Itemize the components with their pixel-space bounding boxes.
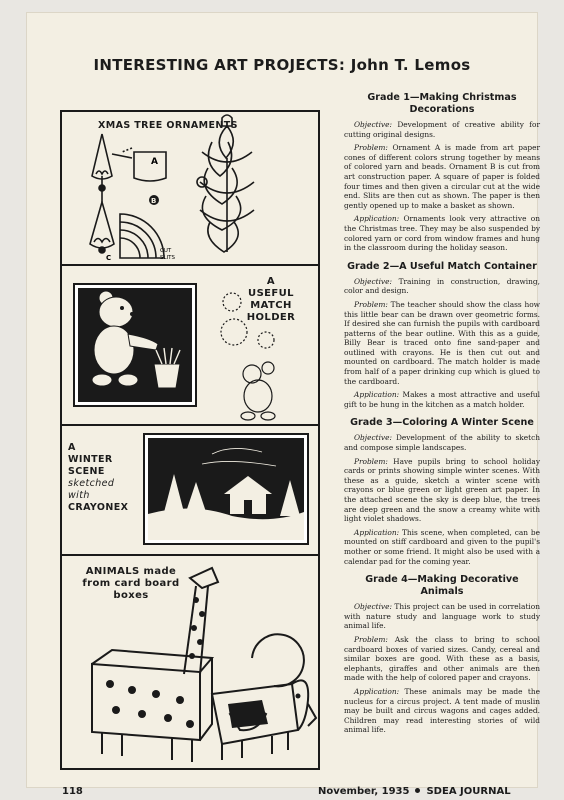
label-a: A [151,157,158,167]
section-grade-3 [344,417,540,566]
section-grade-2 [344,261,540,410]
section-heading: Grade 1—Making Christmas Decorations [367,92,517,115]
panel-xmas-ornaments [62,112,318,266]
article-text-column [344,92,540,743]
paragraph-problem: Problem: Ornament A is made from art paper cones of different colors strung together by means of colored yarn and beads. Ornament B is cut from art construction paper. A square of paper is folded four times and then given a circular cut at the wide end. Slits are then cut as shown. The paper is then gently opened up to make a basket as shown. [344,143,540,210]
paragraph-objective: Objective: Development of the ability to sketch and compose simple landscapes. [344,433,540,453]
svg-text:B: B [151,197,157,205]
page-title: INTERESTING ART PROJECTS: John T. Lemos [93,56,471,74]
paragraph-problem: Problem: Ask the class to bring to school cardboard boxes of varied sizes. Candy, cereal and similar boxes are good. With these as a basis, elephants, giraffes and other animals are then made with the help of colored paper and crayons. [344,634,540,683]
panel-title-xmas: XMAS TREE ORNAMENTS [98,120,238,131]
illustration-column [60,110,320,770]
paragraph-application: Application: This scene, when completed, can be mounted on stiff cardboard and given to the pupil's mother or some friend. It might also be used with a calendar pad for the coming year. [344,527,540,566]
paragraph-application: Application: These animals may be made the nucleus for a circus project. A tent made of muslin may be built and circus wagons and cages added. Children may read interesting stories of wild animal life. [344,686,540,735]
section-grade-4 [344,574,540,735]
section-heading: Grade 4—Making Decorative Animals [365,574,519,598]
panel-winter-scene [62,424,318,556]
ornaments-drawing [62,112,318,264]
svg-text:C: C [106,254,112,262]
paragraph-problem: Problem: The teacher should show the class how this little bear can be drawn over geometric forms. If desired she can furnish the pupils with cardboard patterns of the bear outline. With this as a guide, Billy Bear is traced onto fine sand-paper and outlined with crayons. He is then cut out and mounted on cardboard. The match holder is made from half of a paper drinking cup which is glued to the cardboard. [344,299,540,386]
section-heading: Grade 2—A Useful Match Container [347,260,537,272]
paragraph-application: Application: Ornaments look very attractive on the Christmas tree. They may be also suspended by colored yarn or cord from window frames and hung in the classroom during the holiday season. [344,214,540,253]
paragraph-problem: Problem: Have pupils bring to school holiday cards or prints showing simple winter scenes. With these as a guide, sketch a winter scene with crayons or blue green or light green art paper. In the attached scene the sky is deep blue, the trees are deep green and the snow a creamy white with light violet shadows. [344,456,540,524]
page-number: 118 [62,786,83,797]
section-grade-1 [344,92,540,253]
bullet-dot [415,788,420,793]
section-heading: Grade 3—Coloring A Winter Scene [350,417,534,429]
paragraph-objective: Objective: Development of creative ability for cutting original designs. [344,120,540,139]
panel-match-holder [62,264,318,426]
animals-caption: ANIMALS made from card board boxes [82,566,180,601]
svg-text:CUT: CUT [160,248,172,254]
paragraph-objective: Objective: Training in construction, drawing, color and design. [344,276,540,296]
winter-scene-drawing [62,424,318,554]
winter-scene-caption: A WINTER SCENE sketched with CRAYONEX [68,442,129,513]
footer-date: November, 1935 [318,786,410,797]
journal-page [26,12,540,797]
match-holder-caption: A USEFUL MATCH HOLDER [246,276,296,323]
footer-publication [318,786,511,797]
footer-journal: SDEA JOURNAL [426,786,511,797]
panel-animals [62,554,318,768]
animals-drawing [62,554,318,768]
paragraph-objective: Objective: This project can be used in correlation with nature study and language work to study animal life. [344,602,540,631]
paragraph-application: Application: Makes a most attractive and useful gift to be hung in the kitchen as a match holder. [344,390,540,409]
svg-text:SLITS: SLITS [160,255,176,261]
